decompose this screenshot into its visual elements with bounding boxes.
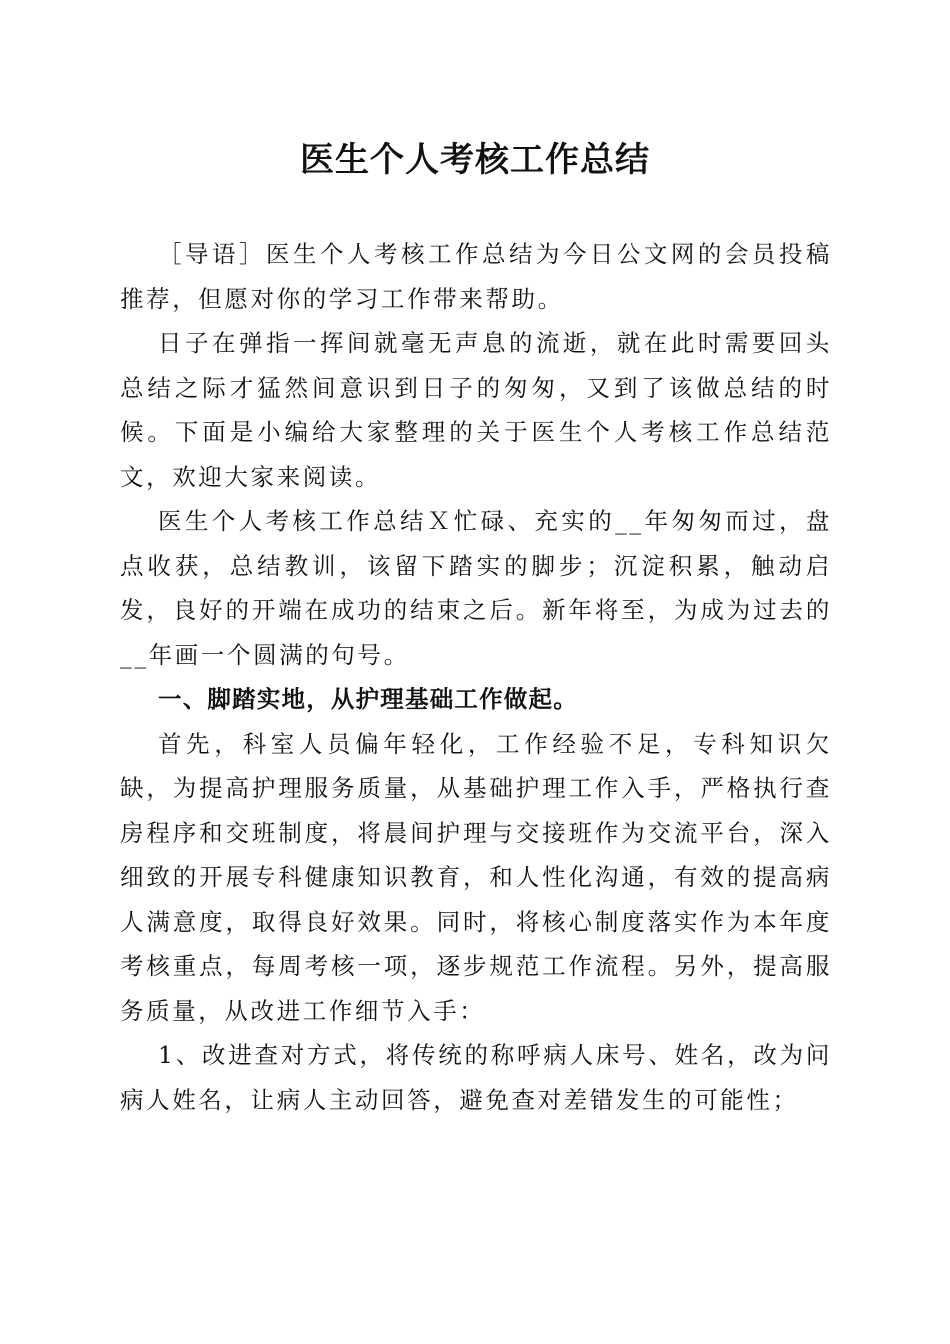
list-item-1: 1、改进查对方式，将传统的称呼病人床号、姓名，改为问病人姓名，让病人主动回答，避免查对差错发生的可能性； <box>120 1041 832 1114</box>
document-body <box>120 232 832 1122</box>
section-heading: 一、脚踏实地，从护理基础工作做起。 <box>158 685 578 713</box>
document-title: 医生个人考核工作总结 <box>300 140 650 180</box>
opening-paragraph: 日子在弹指一挥间就毫无声息的流逝，就在此时需要回头总结之际才猛然间意识到日子的匆匆，又到了该做总结的时候。下面是小编给大家整理的关于医生个人考核工作总结范文，欢迎大家来阅读。 <box>120 329 832 491</box>
section-paragraph: 首先，科室人员偏年轻化，工作经验不足，专科知识欠缺，为提高护理服务质量，从基础护理工作入手，严格执行查房程序和交班制度，将晨间护理与交接班作为交流平台，深入细致的开展专科健康知识教育，和人性化沟通，有效的提高病人满意度，取得良好效果。同时，将核心制度落实作为本年度考核重点，每周考核一项，逐步规范工作流程。另外，提高服务质量，从改进工作细节入手： <box>120 729 832 1025</box>
intro-paragraph: ［导语］医生个人考核工作总结为今日公文网的会员投稿推荐，但愿对你的学习工作带来帮助。 <box>120 240 832 313</box>
summary-paragraph: 医生个人考核工作总结Ｘ忙碌、充实的__年匆匆而过，盘点收获，总结教训，该留下踏实的脚步；沉淀积累，触动启发，良好的开端在成功的结束之后。新年将至，为成为过去的__年画一个圆满的句号。 <box>120 507 832 669</box>
